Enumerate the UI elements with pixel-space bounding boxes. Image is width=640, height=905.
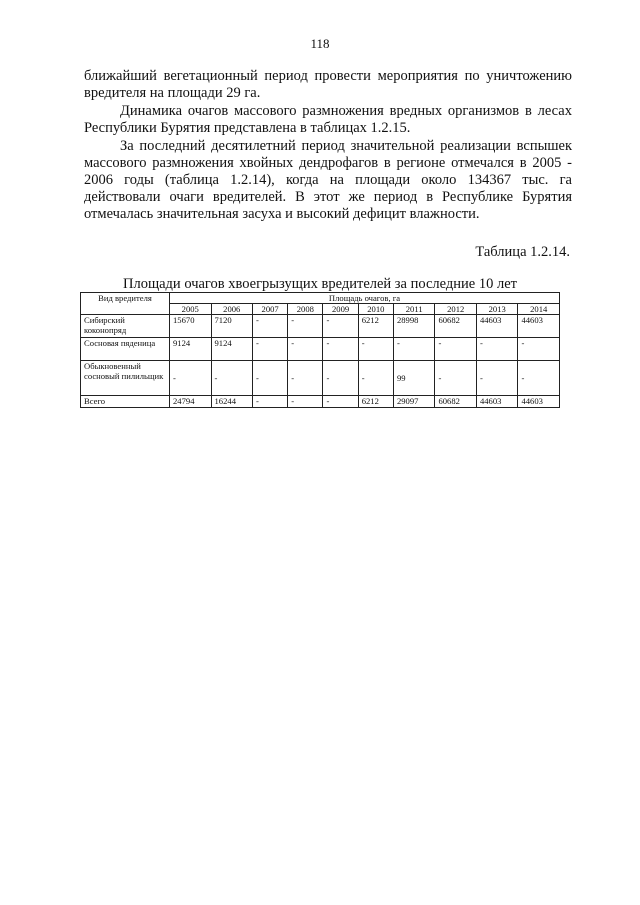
area-value: - bbox=[435, 361, 477, 396]
year-header: 2012 bbox=[435, 304, 477, 315]
area-column-header: Площадь очагов, га bbox=[170, 293, 560, 304]
area-value: 60682 bbox=[435, 315, 477, 338]
area-value: - bbox=[358, 338, 393, 361]
pest-column-header: Вид вредителя bbox=[81, 293, 170, 315]
year-header: 2013 bbox=[476, 304, 518, 315]
area-value: - bbox=[393, 338, 435, 361]
pest-name: Обыкновенный сосновый пилильщик bbox=[81, 361, 170, 396]
area-value: - bbox=[518, 338, 560, 361]
area-value: 9124 bbox=[170, 338, 212, 361]
paragraph-3: За последний десятилетний период значительной реализации вспышек массового размножения хвойных дендрофагов в регионе отмечался в 2005 - 2006 годы (таблица 1.2.14), когда на площади около 134367 тыс. га действовали очаги вредителей. В этот же период в Республике Бурятия отмечалась значительная засуха и высокий дефицит влажности. bbox=[84, 138, 572, 222]
area-value: 6212 bbox=[358, 396, 393, 408]
year-header: 2008 bbox=[288, 304, 323, 315]
area-value: - bbox=[435, 338, 477, 361]
area-value: - bbox=[323, 315, 358, 338]
year-header: 2005 bbox=[170, 304, 212, 315]
pest-area-table bbox=[80, 292, 560, 408]
area-value: 9124 bbox=[211, 338, 253, 361]
year-header: 2010 bbox=[358, 304, 393, 315]
table-row-total bbox=[81, 396, 560, 408]
area-value: - bbox=[358, 361, 393, 396]
table-row bbox=[81, 315, 560, 338]
year-header: 2006 bbox=[211, 304, 253, 315]
area-value: - bbox=[288, 361, 323, 396]
area-value: 44603 bbox=[518, 315, 560, 338]
area-value: 99 bbox=[393, 361, 435, 396]
area-value: - bbox=[288, 338, 323, 361]
area-value: 44603 bbox=[518, 396, 560, 408]
paragraph-1: ближайший вегетационный период провести мероприятия по уничтожению вредителя на площади 29 га. bbox=[84, 68, 572, 101]
area-value: - bbox=[253, 396, 288, 408]
pest-name: Всего bbox=[81, 396, 170, 408]
table-caption: Таблица 1.2.14. bbox=[475, 244, 570, 260]
area-value: 7120 bbox=[211, 315, 253, 338]
area-value: - bbox=[323, 396, 358, 408]
area-value: 6212 bbox=[358, 315, 393, 338]
pest-name: Сибирский коконопряд bbox=[81, 315, 170, 338]
area-value: 15670 bbox=[170, 315, 212, 338]
table-row bbox=[81, 338, 560, 361]
area-value: 16244 bbox=[211, 396, 253, 408]
area-value: - bbox=[476, 361, 518, 396]
year-header: 2007 bbox=[253, 304, 288, 315]
year-header: 2009 bbox=[323, 304, 358, 315]
table-title: Площади очагов хвоегрызущих вредителей за последние 10 лет bbox=[123, 276, 517, 292]
page-number: 118 bbox=[310, 36, 330, 51]
area-value: - bbox=[211, 361, 253, 396]
area-value: 44603 bbox=[476, 315, 518, 338]
area-value: - bbox=[253, 338, 288, 361]
area-value: - bbox=[253, 315, 288, 338]
area-value: - bbox=[253, 361, 288, 396]
year-header: 2014 bbox=[518, 304, 560, 315]
area-value: - bbox=[288, 396, 323, 408]
area-value: - bbox=[323, 361, 358, 396]
area-value: 60682 bbox=[435, 396, 477, 408]
area-value: - bbox=[288, 315, 323, 338]
table-row bbox=[81, 361, 560, 396]
pest-name: Сосновая пяденица bbox=[81, 338, 170, 361]
area-value: 44603 bbox=[476, 396, 518, 408]
area-value: 29097 bbox=[393, 396, 435, 408]
area-value: 24794 bbox=[170, 396, 212, 408]
area-value: - bbox=[323, 338, 358, 361]
area-value: 28998 bbox=[393, 315, 435, 338]
year-header: 2011 bbox=[393, 304, 435, 315]
table-header-row bbox=[81, 293, 560, 304]
area-value: - bbox=[170, 361, 212, 396]
area-value: - bbox=[476, 338, 518, 361]
paragraph-2: Динамика очагов массового размножения вредных организмов в лесах Республики Бурятия представлена в таблицах 1.2.15. bbox=[84, 103, 572, 136]
area-value: - bbox=[518, 361, 560, 396]
